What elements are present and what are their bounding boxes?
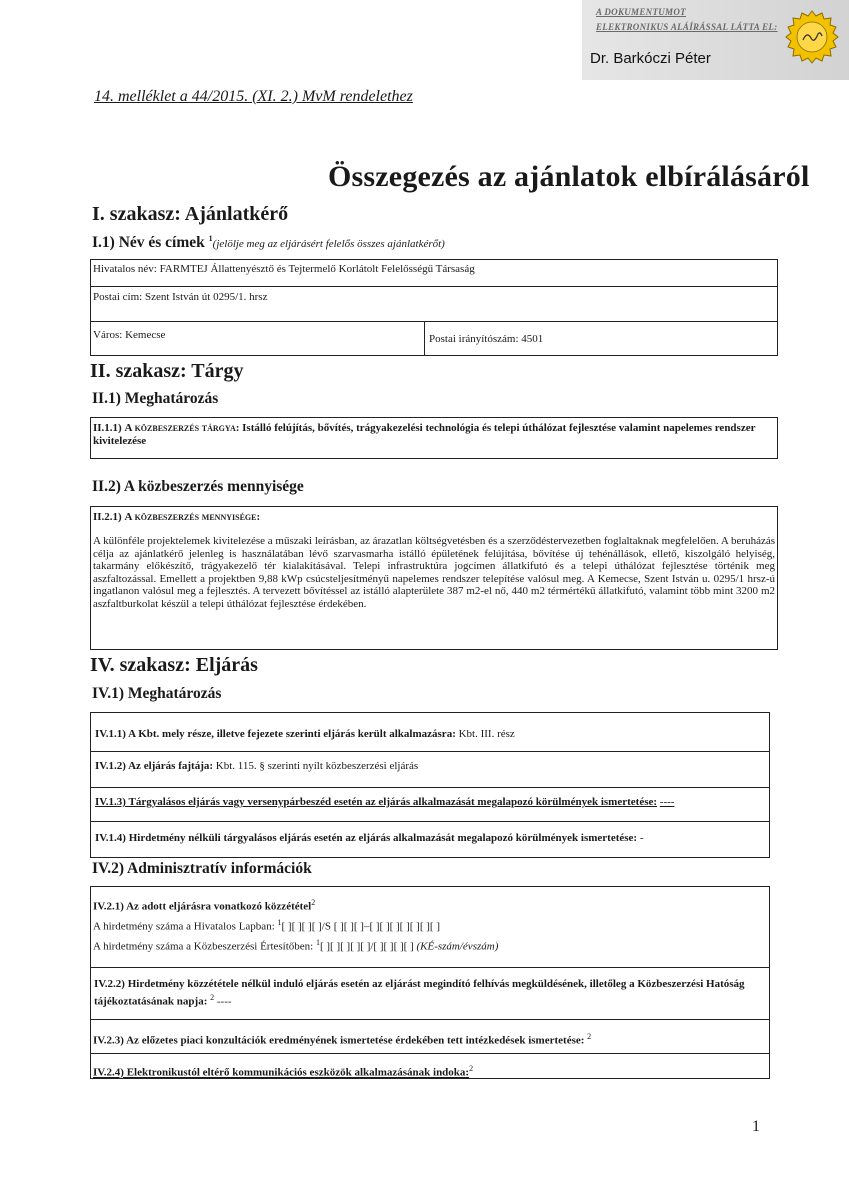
divider: [424, 321, 425, 356]
negotiated-procedure-value: ----: [659, 796, 675, 808]
negotiated-procedure-row: [93, 793, 676, 812]
procedure-type-label: IV.1.2) Az eljárás fajtája:: [95, 760, 214, 772]
footnote-mark: 1: [315, 938, 320, 947]
postal-address-label: Postai cím:: [93, 291, 143, 303]
official-journal-number-boxes: [ ][ ][ ][ ]/S [ ][ ][ ]–[ ][ ][ ][ ][ ][ ][ ]: [281, 920, 440, 933]
invitation-date-value: ----: [216, 995, 232, 1008]
zip-value: 4501: [521, 333, 544, 345]
no-notice-procedure-value: -: [639, 832, 644, 844]
section-1-1-heading: [92, 234, 445, 252]
page-number: 1: [752, 1118, 760, 1135]
procurement-subject: [91, 422, 777, 447]
annex-reference-underlined: 14. melléklet a 44/2015. (XI. 2.): [94, 88, 298, 105]
publication-label: IV.2.1) Az adott eljárásra vonatkozó közzététel: [93, 900, 312, 913]
market-consultation-row: [91, 1027, 593, 1051]
procedure-part-label: IV.1.1) A Kbt. mely része, illetve fejezete szerinti eljárás került alkalmazásra:: [95, 728, 456, 740]
divider: [91, 1019, 769, 1020]
procedure-part-row: [93, 725, 517, 744]
procurement-subject-box: [90, 417, 778, 459]
postal-address-row: [91, 288, 269, 307]
divider: [91, 787, 769, 788]
annex-reference-rest: MvM rendelethez: [297, 88, 413, 105]
divider: [91, 1053, 769, 1054]
footnote-mark: 1: [277, 918, 282, 927]
no-notice-procedure-row: [93, 829, 646, 848]
divider: [91, 821, 769, 822]
official-journal-label: A hirdetmény száma a Hivatalos Lapban:: [93, 920, 275, 933]
zip-label: Postai irányítószám:: [429, 333, 519, 345]
signature-seal-icon: [784, 9, 840, 65]
procedure-definition-box: [90, 712, 770, 858]
section-4-1-heading: IV.1) Meghatározás: [92, 685, 222, 702]
zip-row: [427, 330, 545, 349]
footnote-mark: 1: [208, 234, 213, 243]
e-signature-stamp: [582, 0, 849, 80]
signature-line-1: A DOKUMENTUMOT: [596, 7, 686, 17]
negotiated-procedure-label: IV.1.3) Tárgyalásos eljárás vagy versenypárbeszéd esetén az eljárás alkalmazását megalapozó körülmények ismertetése:: [95, 796, 658, 808]
city-row: [91, 326, 167, 345]
section-1-heading: I. szakasz: Ajánlatkérő: [92, 203, 289, 225]
official-name-label: Hivatalos név:: [93, 263, 157, 275]
footnote-mark: 2: [469, 1064, 474, 1073]
divider: [91, 286, 777, 287]
non-electronic-communication-row: [91, 1059, 475, 1083]
section-2-2-heading: II.2) A közbeszerzés mennyisége: [92, 478, 304, 495]
section-1-1-title: I.1) Név és címek: [92, 234, 205, 252]
footnote-mark: 2: [587, 1032, 592, 1041]
procedure-type-row: [93, 757, 420, 776]
market-consultation-label: IV.2.3) Az előzetes piaci konzultációk eredményének ismertetése érdekében tett intézkedések ismertetése:: [93, 1034, 585, 1047]
annex-reference: [94, 88, 413, 106]
bulletin-number-boxes: [ ][ ][ ][ ][ ]/[ ][ ][ ][ ]: [319, 940, 414, 953]
procurement-quantity-box: [90, 506, 778, 650]
official-name-row: [91, 260, 477, 279]
divider: [91, 321, 777, 322]
bulletin-label: A hirdetmény száma a Közbeszerzési Értesítőben:: [93, 940, 314, 953]
procedure-part-value: Kbt. III. rész: [458, 728, 515, 740]
non-electronic-communication-label: IV.2.4) Elektronikustól eltérő kommunikációs eszközök alkalmazásának indoka:: [93, 1066, 470, 1079]
invitation-date-row: [91, 977, 769, 1009]
city-label: Város:: [93, 329, 123, 341]
no-notice-procedure-label: IV.1.4) Hirdetmény nélküli tárgyalásos eljárás esetén az eljárás alkalmazását megalapozó körülmények ismertetése:: [95, 832, 638, 844]
contracting-authority-box: [90, 259, 778, 356]
city-value: Kemecse: [125, 329, 166, 341]
postal-address-value: Szent István út 0295/1. hrsz: [144, 291, 268, 303]
quantity-label: A közbeszerzés mennyisége:: [124, 511, 261, 523]
public-procurement-bulletin-row: [91, 933, 500, 957]
section-1-1-note: (jelölje meg az eljárásért felelős összes ajánlatkérőt): [212, 238, 445, 251]
document-title: Összegezés az ajánlatok elbírálásáról: [328, 160, 810, 193]
quantity-header: [91, 511, 777, 524]
footnote-mark: 2: [210, 993, 215, 1002]
signature-line-2: ELEKTRONIKUS ALÁÍRÁSSAL LÁTTA EL:: [596, 22, 778, 32]
subject-text: Istálló felújítás, bővítés, trágyakezelési technológia és telepi úthálózat fejlesztése valamint napelemes rendszer kivitelezése: [93, 422, 756, 447]
official-name-value: FARMTEJ Állattenyésztő és Tejtermelő Korlátolt Felelősségű Társaság: [159, 263, 475, 275]
signer-name: Dr. Barkóczi Péter: [590, 50, 711, 67]
divider: [91, 751, 769, 752]
section-2-1-heading: II.1) Meghatározás: [92, 390, 219, 407]
procedure-type-value: Kbt. 115. § szerinti nyílt közbeszerzési eljárás: [215, 760, 419, 772]
subject-number: II.1.1): [93, 422, 122, 434]
subject-label: A közbeszerzés tárgya:: [124, 422, 240, 434]
section-4-2-heading: IV.2) Adminisztratív információk: [92, 860, 312, 877]
divider: [91, 967, 769, 968]
section-4-heading: IV. szakasz: Eljárás: [90, 654, 258, 676]
footnote-mark: 2: [311, 898, 316, 907]
invitation-date-label: IV.2.2) Hirdetmény közzététele nélkül induló eljárás esetén az eljárást megindító felhívás megküldésének, illetőleg a Közbeszerzési Hatóság tájékoztatásának napja:: [94, 978, 745, 1008]
quantity-number: II.2.1): [93, 511, 122, 523]
section-2-heading: II. szakasz: Tárgy: [90, 360, 244, 382]
bulletin-note: (KÉ-szám/évszám): [416, 940, 499, 953]
quantity-description: A különféle projektelemek kivitelezése a műszaki leírásban, az árazatlan költségvetésben és a szerződéstervezetben foglaltaknak megfelelően. A beruházás célja az ajánlatkérő jelenleg is használatában lévő szarvasmarha istálló épületének felújítása, bővítése új tehénállások, ellető, kiszolgáló helyiség, takarmány előkészítő, trágyakezelő tér kialakításával. Telepi infrastruktúra jogcímen állatkifutó és a telepi úthálózat fejlesztése történik meg aszfaltozással. Emellett a projektben 9,88 kWp csúcsteljesítményű napelemes rendszer telepítése valósul meg. A Kemecse, Szent István u. 0295/1 hrsz-ú ingatlanon valósul meg a fejlesztés. A tervezett bővítéssel az istálló alapterülete 387 m2-el nő, 440 m2 térmértékű állatkifutó, valamint több mint 3200 m2 aszfaltburkolat készül a telepi úthálózat fejlesztése érdekében.: [93, 535, 775, 610]
administrative-info-box: [90, 886, 770, 1079]
